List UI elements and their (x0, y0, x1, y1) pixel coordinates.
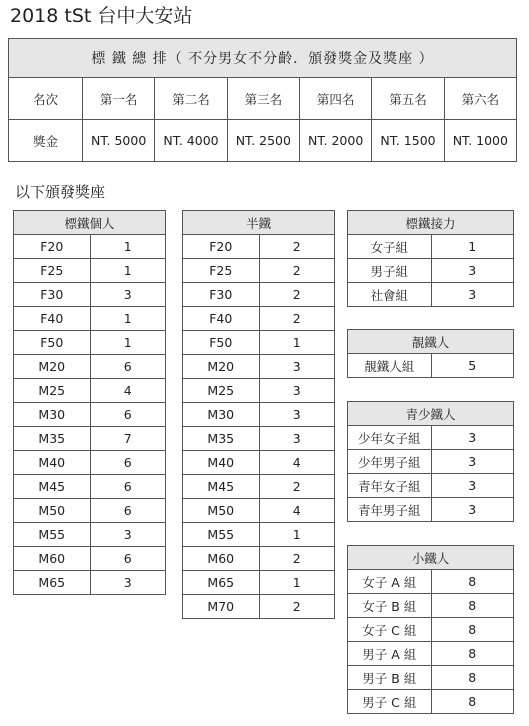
table-row (14, 235, 166, 259)
table-row (14, 451, 166, 475)
youth-table-title: 青少鐵人 (348, 402, 514, 426)
table-row (183, 451, 335, 475)
count-cell: 4 (259, 499, 334, 523)
table-row (14, 499, 166, 523)
category-cell: M70 (183, 595, 260, 619)
count-cell: 8 (431, 594, 514, 618)
table-row (183, 523, 335, 547)
count-cell: 6 (90, 355, 165, 379)
table-row (183, 403, 335, 427)
count-cell: 1 (431, 235, 514, 259)
table-row (183, 427, 335, 451)
rank-cell: 第一名 (83, 78, 155, 120)
category-cell: 男子 A 組 (348, 642, 432, 666)
table-row (348, 426, 514, 450)
category-cell: M40 (14, 451, 91, 475)
count-cell: 8 (431, 570, 514, 594)
category-cell: M45 (14, 475, 91, 499)
count-cell: 4 (259, 451, 334, 475)
count-cell: 8 (431, 642, 514, 666)
count-cell: 6 (90, 451, 165, 475)
category-cell: F30 (14, 283, 91, 307)
table-row (348, 666, 514, 690)
category-cell: M40 (183, 451, 260, 475)
category-cell: 女子 A 組 (348, 570, 432, 594)
prize-amount-cell: NT. 4000 (155, 120, 227, 162)
rank-cell: 第五名 (372, 78, 444, 120)
prize-amount-cell: NT. 2000 (299, 120, 371, 162)
category-cell: M60 (14, 547, 91, 571)
table-row (348, 259, 514, 283)
table-row (14, 307, 166, 331)
count-cell: 2 (259, 283, 334, 307)
individual-table (13, 210, 166, 595)
count-cell: 3 (431, 259, 514, 283)
table-row (14, 427, 166, 451)
table-row (183, 235, 335, 259)
table-row (183, 499, 335, 523)
overall-prize-table (8, 38, 517, 162)
count-cell: 2 (259, 307, 334, 331)
table-row (183, 307, 335, 331)
category-cell: M30 (183, 403, 260, 427)
table-row (14, 355, 166, 379)
count-cell: 6 (90, 547, 165, 571)
count-cell: 3 (431, 426, 514, 450)
table-row (348, 618, 514, 642)
table-row (14, 547, 166, 571)
table-row (348, 690, 514, 714)
category-cell: 少年男子組 (348, 450, 432, 474)
beauty-table-title: 靚鐵人 (348, 330, 514, 354)
count-cell: 3 (431, 450, 514, 474)
category-cell: M35 (183, 427, 260, 451)
category-cell: M65 (183, 571, 260, 595)
beauty-table (347, 329, 514, 378)
prize-amount-cell: NT. 2500 (227, 120, 299, 162)
count-cell: 6 (90, 475, 165, 499)
category-cell: F25 (14, 259, 91, 283)
category-cell: 青年女子組 (348, 474, 432, 498)
count-cell: 3 (90, 523, 165, 547)
table-row (14, 379, 166, 403)
table-row (14, 523, 166, 547)
table-row (183, 379, 335, 403)
count-cell: 1 (259, 523, 334, 547)
kids-table-title: 小鐵人 (348, 546, 514, 570)
prize-amount-cell: NT. 5000 (83, 120, 155, 162)
prize-amount-cell: NT. 1500 (372, 120, 444, 162)
count-cell: 3 (431, 498, 514, 522)
category-cell: 靚鐵人組 (348, 354, 432, 378)
count-cell: 6 (90, 499, 165, 523)
category-cell: F20 (183, 235, 260, 259)
youth-table (347, 401, 514, 522)
table-row (348, 235, 514, 259)
rank-cell: 第六名 (444, 78, 516, 120)
prize-table-title: 標 鐵 總 排（ 不分男女不分齡．頒發獎金及獎座 ） (9, 39, 517, 78)
rank-cell: 第二名 (155, 78, 227, 120)
table-row (183, 283, 335, 307)
count-cell: 3 (90, 283, 165, 307)
count-cell: 1 (90, 235, 165, 259)
kids-table (347, 545, 514, 714)
category-cell: 男子 C 組 (348, 690, 432, 714)
table-row (14, 259, 166, 283)
category-cell: F30 (183, 283, 260, 307)
table-row (348, 642, 514, 666)
table-row (183, 475, 335, 499)
prize-label: 獎金 (9, 120, 83, 162)
count-cell: 2 (259, 259, 334, 283)
count-cell: 3 (431, 474, 514, 498)
count-cell: 4 (90, 379, 165, 403)
table-row (348, 498, 514, 522)
category-cell: F20 (14, 235, 91, 259)
count-cell: 8 (431, 690, 514, 714)
category-cell: M25 (183, 379, 260, 403)
count-cell: 6 (90, 403, 165, 427)
count-cell: 2 (259, 235, 334, 259)
category-cell: M35 (14, 427, 91, 451)
table-row (348, 474, 514, 498)
table-row (183, 571, 335, 595)
category-cell: F40 (183, 307, 260, 331)
page-title: 2018 tSt 台中大安站 (10, 5, 193, 27)
rank-cell: 第三名 (227, 78, 299, 120)
category-cell: M25 (14, 379, 91, 403)
category-cell: M55 (14, 523, 91, 547)
individual-table-title: 標鐵個人 (14, 211, 166, 235)
table-row (348, 450, 514, 474)
count-cell: 8 (431, 618, 514, 642)
table-row (14, 331, 166, 355)
category-cell: 男子 B 組 (348, 666, 432, 690)
category-cell: 青年男子組 (348, 498, 432, 522)
count-cell: 1 (259, 331, 334, 355)
category-cell: M55 (183, 523, 260, 547)
table-row (183, 355, 335, 379)
table-row (348, 594, 514, 618)
rank-cell: 第四名 (299, 78, 371, 120)
count-cell: 1 (90, 259, 165, 283)
count-cell: 8 (431, 666, 514, 690)
count-cell: 3 (259, 379, 334, 403)
category-cell: M30 (14, 403, 91, 427)
table-row (183, 259, 335, 283)
half-table-title: 半鐵 (183, 211, 335, 235)
count-cell: 3 (431, 283, 514, 307)
category-cell: F40 (14, 307, 91, 331)
category-cell: F25 (183, 259, 260, 283)
category-cell: M65 (14, 571, 91, 595)
count-cell: 3 (259, 403, 334, 427)
relay-table (347, 210, 514, 307)
count-cell: 3 (90, 571, 165, 595)
table-row (183, 331, 335, 355)
category-cell: 女子 C 組 (348, 618, 432, 642)
table-row (14, 475, 166, 499)
count-cell: 2 (259, 595, 334, 619)
rank-label: 名次 (9, 78, 83, 120)
count-cell: 1 (90, 307, 165, 331)
category-cell: M50 (183, 499, 260, 523)
table-row (183, 595, 335, 619)
prize-amount-cell: NT. 1000 (444, 120, 516, 162)
count-cell: 5 (431, 354, 514, 378)
category-cell: 男子組 (348, 259, 432, 283)
prize-amount-row (9, 120, 517, 162)
category-cell: M45 (183, 475, 260, 499)
table-row (14, 283, 166, 307)
awards-heading: 以下頒發獎座 (15, 183, 106, 201)
table-row (183, 547, 335, 571)
table-row (348, 570, 514, 594)
half-table (182, 210, 335, 619)
count-cell: 3 (259, 355, 334, 379)
category-cell: F50 (14, 331, 91, 355)
rank-row (9, 78, 517, 120)
category-cell: M20 (14, 355, 91, 379)
category-cell: 社會組 (348, 283, 432, 307)
count-cell: 1 (90, 331, 165, 355)
category-cell: M20 (183, 355, 260, 379)
category-cell: 少年女子組 (348, 426, 432, 450)
count-cell: 3 (259, 427, 334, 451)
table-row (14, 571, 166, 595)
category-cell: M50 (14, 499, 91, 523)
category-cell: 女子 B 組 (348, 594, 432, 618)
count-cell: 7 (90, 427, 165, 451)
category-cell: M60 (183, 547, 260, 571)
count-cell: 2 (259, 475, 334, 499)
table-row (348, 283, 514, 307)
count-cell: 2 (259, 547, 334, 571)
table-row (348, 354, 514, 378)
category-cell: F50 (183, 331, 260, 355)
count-cell: 1 (259, 571, 334, 595)
relay-table-title: 標鐵接力 (348, 211, 514, 235)
table-row (14, 403, 166, 427)
category-cell: 女子組 (348, 235, 432, 259)
